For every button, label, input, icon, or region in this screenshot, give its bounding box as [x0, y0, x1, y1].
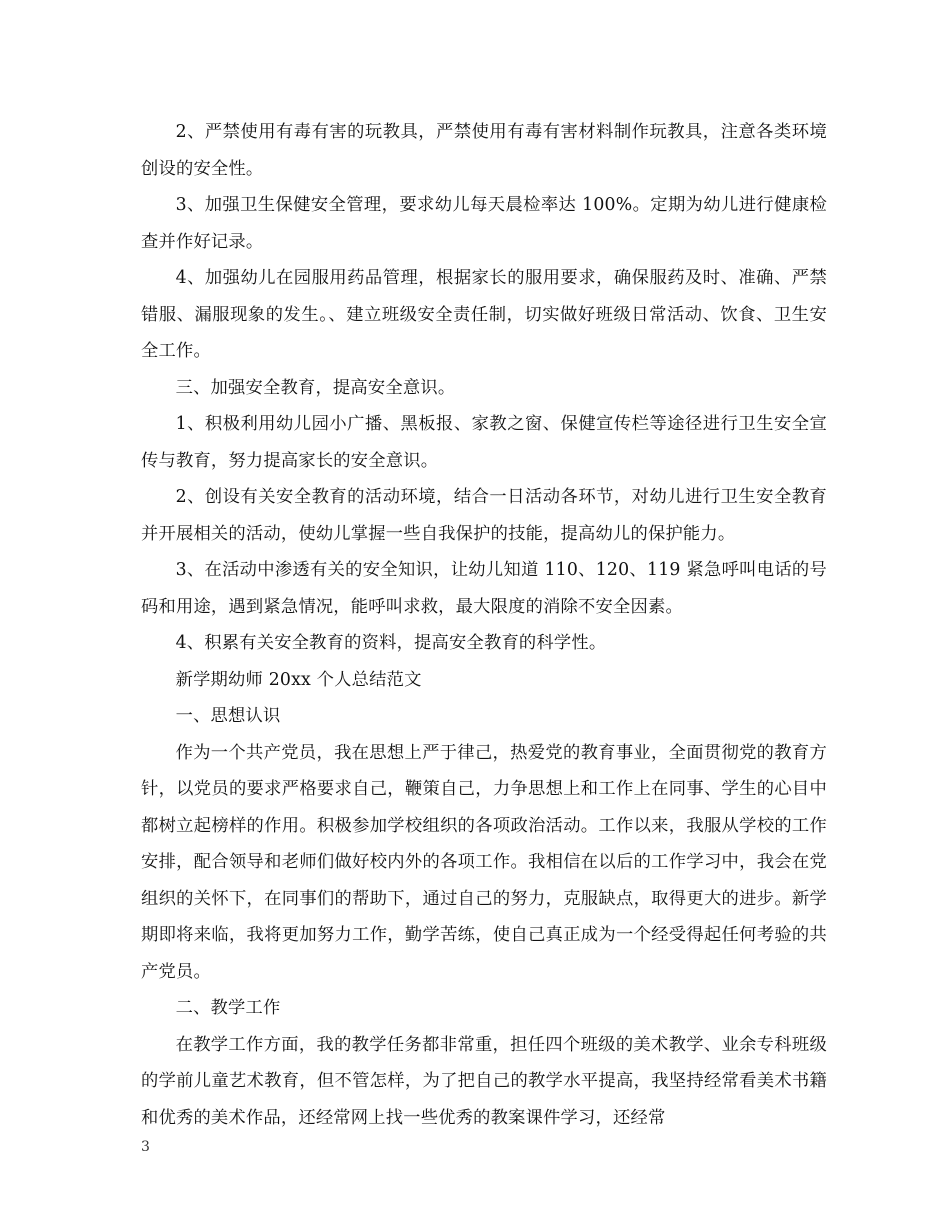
paragraph-medicine-management: 4、加强幼儿在园服用药品管理，根据家长的服用要求，确保服药及时、准确、严禁错服、漏服现象的发生。、建立班级安全责任制，切实做好班级日常活动、饮食、卫生安全工作。 — [141, 268, 827, 361]
paragraph-publicity: 1、积极利用幼儿园小广播、黑板报、家教之窗、保健宣传栏等途径进行卫生安全宣传与教育，努力提高家长的安全意识。 — [141, 414, 827, 471]
section-heading-teaching: 二、教学工作 — [175, 998, 281, 1018]
section-heading-safety-education: 三、加强安全教育，提高安全意识。 — [175, 377, 456, 398]
paragraph-health-management: 3、加强卫生保健安全管理，要求幼儿每天晨检率达 100%。定期为幼儿进行健康检查并作好记录。 — [141, 195, 827, 252]
document-subtitle: 新学期幼师 20xx 个人总结范文 — [175, 669, 422, 690]
paragraph-ideology: 作为一个共产党员，我在思想上严于律己，热爱党的教育事业，全面贯彻党的教育方针，以党员的要求严格要求自己，鞭策自己，力争思想上和工作上在同事、学生的心目中都树立起榜样的作用。积极参加学校组织的各项政治活动。工作以来，我服从学校的工作安排，配合领导和老师们做好校内外的各项工作。我相信在以后的工作学习中，我会在党组织的关怀下，在同事们的帮助下，通过自己的努力，克服缺点，取得更大的进步。新学期即将来临，我将更加努力工作，勤学苦练，使自己真正成为一个经受得起任何考验的共产党员。 — [141, 742, 827, 982]
paragraph-education-materials: 4、积累有关安全教育的资料，提高安全教育的科学性。 — [175, 633, 607, 653]
section-heading-ideology: 一、思想认识 — [175, 706, 281, 726]
paragraph-safety-toys: 2、严禁使用有毒有害的玩教具，严禁使用有毒有害材料制作玩教具，注意各类环境创设的安全性。 — [141, 122, 827, 179]
paragraph-emergency-knowledge: 3、在活动中渗透有关的安全知识，让幼儿知道 110、120、119 紧急呼叫电话的号码和用途，遇到紧急情况，能呼叫求救，最大限度的消除不安全因素。 — [141, 560, 827, 617]
paragraph-activity-environment: 2、创设有关安全教育的活动环境，结合一日活动各环节，对幼儿进行卫生安全教育并开展相关的活动，使幼儿掌握一些自我保护的技能，提高幼儿的保护能力。 — [141, 487, 827, 544]
paragraph-teaching: 在教学工作方面，我的教学任务都非常重，担任四个班级的美术教学、业余专科班级的学前儿童艺术教育，但不管怎样，为了把自己的教学水平提高，我坚持经常看美术书籍和优秀的美术作品，还经常网上找一些优秀的教案课件学习，还经常 — [141, 1034, 827, 1128]
document-body — [141, 114, 827, 1136]
page-number: 3 — [141, 1139, 150, 1155]
